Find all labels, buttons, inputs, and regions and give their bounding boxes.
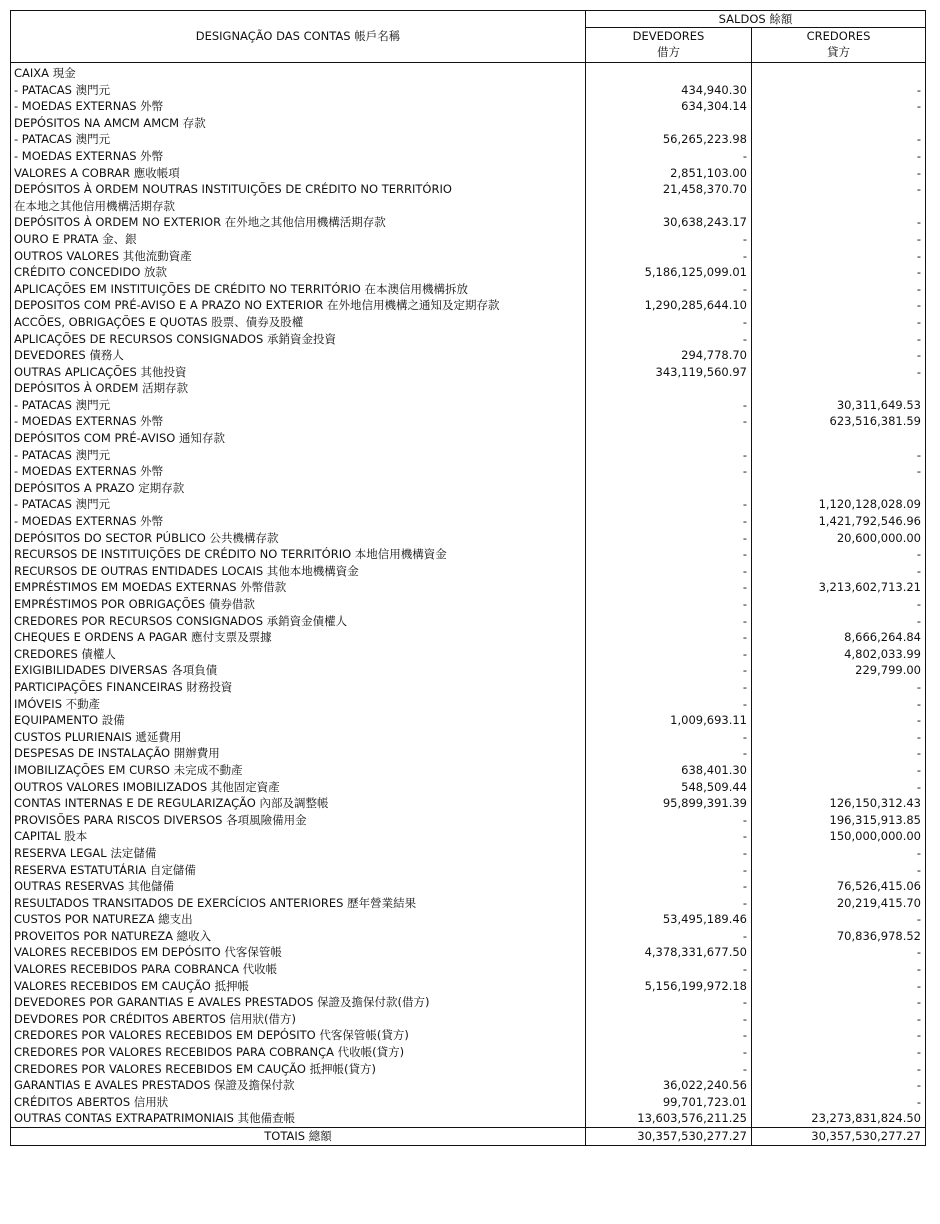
account-label: CUSTOS POR NATUREZA 總支出 [11, 911, 586, 928]
account-label: CREDORES POR VALORES RECEBIDOS EM DEPÓSITO 代客保管帳(貸方) [11, 1027, 586, 1044]
debit-cell: - [586, 1044, 752, 1061]
debit-cell: - [586, 281, 752, 298]
account-label: ACCÕES, OBRIGAÇÕES E QUOTAS 股票、債券及股權 [11, 314, 586, 331]
devedores-label-zh: 借方 [657, 45, 680, 59]
credores-label-zh: 貸方 [827, 45, 850, 59]
table-row [11, 812, 926, 829]
table-row [11, 745, 926, 762]
table-row [11, 413, 926, 430]
credit-cell: 150,000,000.00 [752, 828, 926, 845]
table-row [11, 579, 926, 596]
credit-cell: - [752, 447, 926, 464]
debit-cell: - [586, 862, 752, 879]
debit-cell: 36,022,240.56 [586, 1077, 752, 1094]
account-label: EMPRÉSTIMOS EM MOEDAS EXTERNAS 外幣借款 [11, 579, 586, 596]
account-label: DEPÓSITOS À ORDEM NOUTRAS INSTITUIÇÕES DE CRÉDITO NO TERRITÓRIO [11, 181, 586, 198]
credit-cell: 229,799.00 [752, 662, 926, 679]
credit-cell: - [752, 214, 926, 231]
account-label: VALORES RECEBIDOS PARA COBRANCA 代收帳 [11, 961, 586, 978]
debit-cell: - [586, 613, 752, 630]
table-row [11, 513, 926, 530]
debit-cell: 548,509.44 [586, 779, 752, 796]
debit-cell: 434,940.30 [586, 82, 752, 99]
credit-cell: - [752, 729, 926, 746]
debit-cell: - [586, 629, 752, 646]
account-label: DEPÓSITOS À ORDEM 活期存款 [11, 380, 586, 397]
credit-cell: 3,213,602,713.21 [752, 579, 926, 596]
credit-cell: 8,666,264.84 [752, 629, 926, 646]
table-row [11, 347, 926, 364]
account-label: DESPESAS DE INSTALAÇÃO 開辦費用 [11, 745, 586, 762]
table-row [11, 1011, 926, 1028]
credit-cell: 20,600,000.00 [752, 530, 926, 547]
account-label: CUSTOS PLURIENAIS 遞延費用 [11, 729, 586, 746]
credit-cell: - [752, 613, 926, 630]
table-row [11, 928, 926, 945]
table-row [11, 712, 926, 729]
debit-cell: - [586, 1011, 752, 1028]
debit-cell: - [586, 413, 752, 430]
account-label: CRÉDITOS ABERTOS 信用狀 [11, 1094, 586, 1111]
table-row [11, 878, 926, 895]
account-label: EMPRÉSTIMOS POR OBRIGAÇÕES 債券借款 [11, 596, 586, 613]
table-row [11, 1094, 926, 1111]
table-row [11, 231, 926, 248]
table-row [11, 314, 926, 331]
table-row [11, 662, 926, 679]
credit-cell: - [752, 679, 926, 696]
credit-cell: - [752, 131, 926, 148]
debit-cell: - [586, 148, 752, 165]
account-label: PARTICIPAÇÕES FINANCEIRAS 財務投資 [11, 679, 586, 696]
account-label: VALORES RECEBIDOS EM DEPÓSITO 代客保管帳 [11, 944, 586, 961]
account-label: OUTROS VALORES IMOBILIZADOS 其他固定資產 [11, 779, 586, 796]
debit-cell: - [586, 646, 752, 663]
accounts-table [10, 10, 926, 1146]
credit-cell: - [752, 862, 926, 879]
debit-cell: - [586, 248, 752, 265]
table-row [11, 82, 926, 99]
debit-cell: - [586, 878, 752, 895]
totals-credit: 30,357,530,277.27 [752, 1128, 926, 1146]
debit-cell: - [586, 563, 752, 580]
credit-cell: - [752, 696, 926, 713]
credit-cell: - [752, 264, 926, 281]
table-row [11, 696, 926, 713]
account-label: DEPOSITOS COM PRÉ-AVISO E A PRAZO NO EXTERIOR 在外地信用機構之通知及定期存款 [11, 297, 586, 314]
table-row [11, 546, 926, 563]
debit-cell: 1,009,693.11 [586, 712, 752, 729]
debit-cell: 5,186,125,099.01 [586, 264, 752, 281]
debit-cell [586, 380, 752, 397]
credit-cell [752, 63, 926, 82]
debit-cell: 95,899,391.39 [586, 795, 752, 812]
table-header [11, 11, 926, 63]
credit-cell: - [752, 1027, 926, 1044]
debit-cell: - [586, 513, 752, 530]
credit-cell: - [752, 596, 926, 613]
debit-cell: - [586, 679, 752, 696]
table-row [11, 131, 926, 148]
credit-cell: - [752, 546, 926, 563]
credit-cell: - [752, 82, 926, 99]
debit-cell: 53,495,189.46 [586, 911, 752, 928]
account-label: CRÉDITO CONCEDIDO 放款 [11, 264, 586, 281]
table-row [11, 430, 926, 447]
debit-cell: 30,638,243.17 [586, 214, 752, 231]
table-row [11, 961, 926, 978]
debit-cell: 634,304.14 [586, 98, 752, 115]
table-row [11, 828, 926, 845]
debit-cell: - [586, 496, 752, 513]
account-label: - MOEDAS EXTERNAS 外幣 [11, 98, 586, 115]
account-label: DEPÓSITOS A PRAZO 定期存款 [11, 480, 586, 497]
account-label: DEVEDORES 債務人 [11, 347, 586, 364]
account-label: RECURSOS DE INSTITUIÇÕES DE CRÉDITO NO TERRITÓRIO 本地信用機構資金 [11, 546, 586, 563]
debit-cell: - [586, 828, 752, 845]
account-label: DEVEDORES POR GARANTIAS E AVALES PRESTADOS 保證及擔保付款(借方) [11, 994, 586, 1011]
account-label: CREDORES 債權人 [11, 646, 586, 663]
credit-cell: - [752, 314, 926, 331]
table-row [11, 862, 926, 879]
credit-cell: 30,311,649.53 [752, 397, 926, 414]
debit-cell: - [586, 546, 752, 563]
table-row [11, 1027, 926, 1044]
debit-cell: 56,265,223.98 [586, 131, 752, 148]
debit-cell: 638,401.30 [586, 762, 752, 779]
debit-cell: - [586, 928, 752, 945]
table-body [11, 63, 926, 1128]
table-row [11, 629, 926, 646]
account-label: - PATACAS 澳門元 [11, 496, 586, 513]
table-row [11, 181, 926, 198]
table-row [11, 214, 926, 231]
credit-cell: 20,219,415.70 [752, 895, 926, 912]
debit-cell: - [586, 895, 752, 912]
credit-cell: - [752, 712, 926, 729]
account-label: CAIXA 現金 [11, 63, 586, 82]
credit-cell: - [752, 961, 926, 978]
account-label: - MOEDAS EXTERNAS 外幣 [11, 463, 586, 480]
table-row [11, 115, 926, 132]
debit-cell: 1,290,285,644.10 [586, 297, 752, 314]
debit-cell: - [586, 662, 752, 679]
credit-cell: - [752, 331, 926, 348]
credit-cell: - [752, 231, 926, 248]
credit-cell: - [752, 347, 926, 364]
table-row [11, 463, 926, 480]
account-label: CREDORES POR RECURSOS CONSIGNADOS 承銷資金債權人 [11, 613, 586, 630]
account-label: RESERVA ESTATUTÁRIA 自定儲備 [11, 862, 586, 879]
table-row [11, 98, 926, 115]
table-row [11, 845, 926, 862]
credit-cell: - [752, 98, 926, 115]
account-label: CREDORES POR VALORES RECEBIDOS EM CAUÇÃO 抵押帳(貸方) [11, 1061, 586, 1078]
credit-cell: - [752, 1094, 926, 1111]
credit-cell: - [752, 1077, 926, 1094]
account-label: - MOEDAS EXTERNAS 外幣 [11, 148, 586, 165]
account-label: - PATACAS 澳門元 [11, 447, 586, 464]
table-row [11, 911, 926, 928]
credit-cell: - [752, 1044, 926, 1061]
table-row [11, 978, 926, 995]
table-row [11, 994, 926, 1011]
devedores-label: DEVEDORES [632, 29, 705, 43]
debit-cell: - [586, 696, 752, 713]
debit-cell: 5,156,199,972.18 [586, 978, 752, 995]
credit-cell: - [752, 978, 926, 995]
account-label: 在本地之其他信用機構活期存款 [11, 198, 586, 215]
credit-cell: - [752, 181, 926, 198]
debit-cell [586, 430, 752, 447]
table-row [11, 364, 926, 381]
account-label: CAPITAL 股本 [11, 828, 586, 845]
debit-cell: 21,458,370.70 [586, 181, 752, 198]
table-row [11, 496, 926, 513]
account-label: - PATACAS 澳門元 [11, 397, 586, 414]
debit-cell: - [586, 845, 752, 862]
debit-cell: - [586, 1061, 752, 1078]
credit-cell: - [752, 745, 926, 762]
debit-cell: - [586, 994, 752, 1011]
totals-row [11, 1128, 926, 1146]
credit-cell: - [752, 1061, 926, 1078]
table-row [11, 63, 926, 82]
debit-cell: - [586, 596, 752, 613]
account-label: DEPÓSITOS DO SECTOR PÚBLICO 公共機構存款 [11, 530, 586, 547]
credit-cell: 196,315,913.85 [752, 812, 926, 829]
account-label: RESULTADOS TRANSITADOS DE EXERCÍCIOS ANTERIORES 歷年營業結果 [11, 895, 586, 912]
table-row [11, 264, 926, 281]
debit-cell: - [586, 729, 752, 746]
credit-cell [752, 380, 926, 397]
totals-label: TOTAIS 總額 [11, 1128, 586, 1146]
debit-cell: - [586, 231, 752, 248]
table-row [11, 596, 926, 613]
account-label: DEPÓSITOS NA AMCM AMCM 存款 [11, 115, 586, 132]
debit-cell: - [586, 812, 752, 829]
credit-cell: - [752, 281, 926, 298]
credit-cell: - [752, 165, 926, 182]
account-label: IMÓVEIS 不動產 [11, 696, 586, 713]
account-label: - PATACAS 澳門元 [11, 82, 586, 99]
table-row [11, 397, 926, 414]
credit-cell: 76,526,415.06 [752, 878, 926, 895]
account-label: VALORES A COBRAR 應收帳項 [11, 165, 586, 182]
credit-cell: - [752, 944, 926, 961]
table-row [11, 148, 926, 165]
table-row [11, 331, 926, 348]
debit-cell: 4,378,331,677.50 [586, 944, 752, 961]
credit-cell [752, 198, 926, 215]
table-row [11, 613, 926, 630]
debit-cell [586, 115, 752, 132]
credit-cell [752, 430, 926, 447]
credit-cell: 623,516,381.59 [752, 413, 926, 430]
account-label: DEPÓSITOS À ORDEM NO EXTERIOR 在外地之其他信用機構活期存款 [11, 214, 586, 231]
credit-cell: - [752, 364, 926, 381]
table-row [11, 297, 926, 314]
debit-cell [586, 198, 752, 215]
account-label: GARANTIAS E AVALES PRESTADOS 保證及擔保付款 [11, 1077, 586, 1094]
account-label: DEPÓSITOS COM PRÉ-AVISO 通知存款 [11, 430, 586, 447]
table-row [11, 646, 926, 663]
account-label: PROVISÕES PARA RISCOS DIVERSOS 各項風險備用金 [11, 812, 586, 829]
account-label: DEVDORES POR CRÉDITOS ABERTOS 信用狀(借方) [11, 1011, 586, 1028]
designation-header: DESIGNAÇÃO DAS CONTAS 帳戶名稱 [11, 11, 586, 63]
debit-cell: 2,851,103.00 [586, 165, 752, 182]
credit-cell [752, 480, 926, 497]
account-label: IMOBILIZAÇÕES EM CURSO 未完成不動產 [11, 762, 586, 779]
credit-cell: 23,273,831,824.50 [752, 1110, 926, 1127]
account-label: OUTRAS RESERVAS 其他儲備 [11, 878, 586, 895]
credit-cell: 1,421,792,546.96 [752, 513, 926, 530]
debit-cell [586, 480, 752, 497]
table-footer [11, 1128, 926, 1146]
debit-cell: 13,603,576,211.25 [586, 1110, 752, 1127]
debit-cell: 99,701,723.01 [586, 1094, 752, 1111]
credit-cell: - [752, 297, 926, 314]
debit-cell: - [586, 314, 752, 331]
debit-cell: - [586, 331, 752, 348]
table-row [11, 779, 926, 796]
debit-cell: - [586, 579, 752, 596]
table-row [11, 281, 926, 298]
table-row [11, 895, 926, 912]
account-label: EXIGIBILIDADES DIVERSAS 各項負債 [11, 662, 586, 679]
account-label: OUTROS VALORES 其他流動資產 [11, 248, 586, 265]
table-row [11, 795, 926, 812]
credores-label: CREDORES [806, 29, 871, 43]
credit-cell: - [752, 779, 926, 796]
table-row [11, 944, 926, 961]
account-label: - PATACAS 澳門元 [11, 131, 586, 148]
credit-cell: - [752, 248, 926, 265]
table-row [11, 198, 926, 215]
devedores-header [586, 28, 752, 63]
credit-cell: - [752, 563, 926, 580]
account-label: - MOEDAS EXTERNAS 外幣 [11, 513, 586, 530]
table-row [11, 1061, 926, 1078]
account-label: APLICAÇÕES DE RECURSOS CONSIGNADOS 承銷資金投資 [11, 331, 586, 348]
credit-cell: - [752, 1011, 926, 1028]
table-row [11, 1110, 926, 1127]
account-label: OUTRAS CONTAS EXTRAPATRIMONIAIS 其他備查帳 [11, 1110, 586, 1127]
account-label: CHEQUES E ORDENS A PAGAR 應付支票及票據 [11, 629, 586, 646]
account-label: RECURSOS DE OUTRAS ENTIDADES LOCAIS 其他本地機構資金 [11, 563, 586, 580]
debit-cell: - [586, 463, 752, 480]
table-row [11, 729, 926, 746]
account-label: RESERVA LEGAL 法定儲備 [11, 845, 586, 862]
debit-cell: 343,119,560.97 [586, 364, 752, 381]
table-row [11, 762, 926, 779]
table-row [11, 248, 926, 265]
account-label: OURO E PRATA 金、銀 [11, 231, 586, 248]
credit-cell: 70,836,978.52 [752, 928, 926, 945]
debit-cell: - [586, 1027, 752, 1044]
account-label: OUTRAS APLICAÇÕES 其他投資 [11, 364, 586, 381]
credit-cell: - [752, 762, 926, 779]
table-row [11, 530, 926, 547]
table-row [11, 563, 926, 580]
account-label: APLICAÇÕES EM INSTITUIÇÕES DE CRÉDITO NO TERRITÓRIO 在本澳信用機構拆放 [11, 281, 586, 298]
saldos-header: SALDOS 餘額 [586, 11, 926, 28]
debit-cell: - [586, 447, 752, 464]
table-row [11, 380, 926, 397]
table-row [11, 165, 926, 182]
credit-cell: 1,120,128,028.09 [752, 496, 926, 513]
credit-cell: 126,150,312.43 [752, 795, 926, 812]
table-row [11, 480, 926, 497]
credores-header [752, 28, 926, 63]
debit-cell [586, 63, 752, 82]
table-row [11, 1044, 926, 1061]
balance-sheet [10, 10, 925, 1146]
debit-cell: - [586, 397, 752, 414]
credit-cell: - [752, 994, 926, 1011]
credit-cell: - [752, 463, 926, 480]
debit-cell: 294,778.70 [586, 347, 752, 364]
totals-debit: 30,357,530,277.27 [586, 1128, 752, 1146]
credit-cell: 4,802,033.99 [752, 646, 926, 663]
table-row [11, 447, 926, 464]
account-label: CONTAS INTERNAS E DE REGULARIZAÇÃO 內部及調整帳 [11, 795, 586, 812]
table-row [11, 679, 926, 696]
credit-cell: - [752, 845, 926, 862]
account-label: CREDORES POR VALORES RECEBIDOS PARA COBRANÇA 代收帳(貸方) [11, 1044, 586, 1061]
account-label: VALORES RECEBIDOS EM CAUÇÃO 抵押帳 [11, 978, 586, 995]
debit-cell: - [586, 745, 752, 762]
debit-cell: - [586, 961, 752, 978]
account-label: - MOEDAS EXTERNAS 外幣 [11, 413, 586, 430]
account-label: PROVEITOS POR NATUREZA 總收入 [11, 928, 586, 945]
account-label: EQUIPAMENTO 設備 [11, 712, 586, 729]
credit-cell: - [752, 911, 926, 928]
debit-cell: - [586, 530, 752, 547]
credit-cell: - [752, 148, 926, 165]
table-row [11, 1077, 926, 1094]
credit-cell [752, 115, 926, 132]
